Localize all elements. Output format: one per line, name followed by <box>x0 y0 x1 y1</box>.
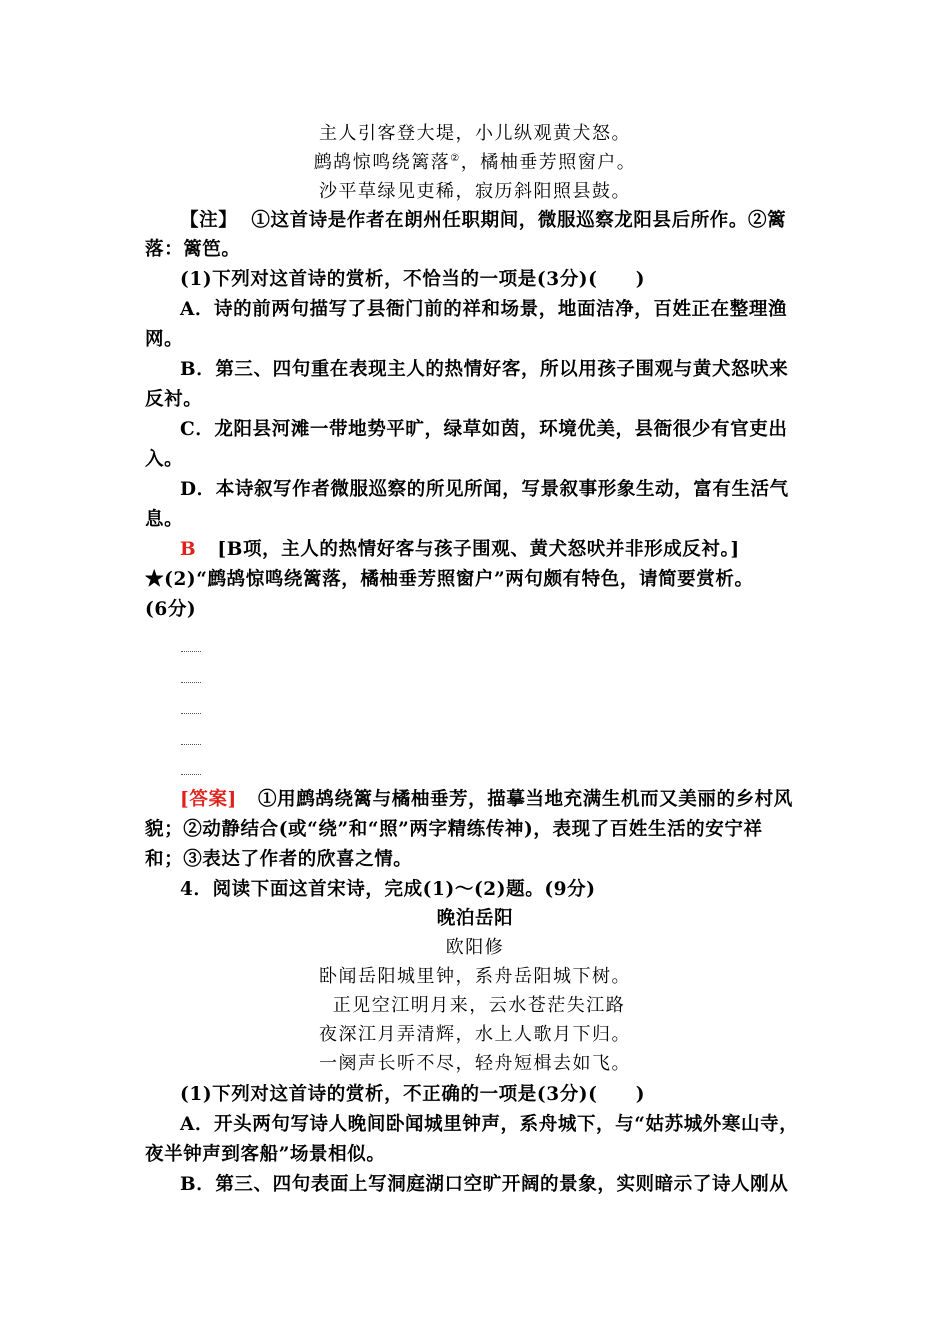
answer-label: [答案] <box>180 789 237 810</box>
q4-option-a-2: 夜半钟声到客船”场景相似。 <box>145 1144 386 1165</box>
poem2-line-1: 卧闻岳阳城里钟，系舟岳阳城下树。 <box>319 966 631 987</box>
answer-blank-line <box>181 713 201 715</box>
poem2-line-2: 正见空江明月来，云水苍茫失江路 <box>332 995 626 1016</box>
q1-option-a-1: A．诗的前两句描写了县衙门前的祥和场景，地面洁净，百姓正在整理渔 <box>180 299 788 320</box>
answer-blank-line <box>181 682 201 684</box>
footnote-mark: ② <box>450 153 461 164</box>
q4-intro: 4．阅读下面这首宋诗，完成(1)～(2)题。(9分) <box>180 879 596 900</box>
answer-blank-line <box>181 744 201 746</box>
q1-option-a-2: 网。 <box>145 329 184 350</box>
note-line-1: 【注】 ①这首诗是作者在朗州任职期间，微服巡察龙阳县后所作。②篱 <box>180 210 787 231</box>
poem-title: 晚泊岳阳 <box>436 908 514 929</box>
poem-line-2: 鹧鸪惊鸣绕篱落②，橘柚垂芳照窗户。 <box>313 152 637 173</box>
q2-stem-2: (6分) <box>145 599 197 620</box>
note-line-2: 落：篱笆。 <box>145 239 241 260</box>
poem2-line-3: 夜深江月弄清辉，水上人歌月下归。 <box>319 1024 631 1045</box>
note-label: 【注】 <box>180 210 238 231</box>
q4-option-b-1: B．第三、四句表面上写洞庭湖口空旷开阔的景象，实则暗示了诗人刚从 <box>180 1174 789 1195</box>
q2-stem-1: ★(2)“鹧鸪惊鸣绕篱落，橘柚垂芳照窗户”两句颇有特色，请简要赏析。 <box>145 569 754 590</box>
q1-option-d-1: D．本诗叙写作者微服巡察的所见所闻，写景叙事形象生动，富有生活气 <box>180 479 789 500</box>
q1-option-c-2: 入。 <box>145 449 184 470</box>
q4-sub1-stem: (1)下列对这首诗的赏析，不正确的一项是(3分)( ) <box>180 1084 646 1105</box>
q1-stem: (1)下列对这首诗的赏析，不恰当的一项是(3分)( ) <box>180 269 646 290</box>
poem2-line-4: 一阕声长听不尽，轻舟短楫去如飞。 <box>319 1053 631 1074</box>
q1-option-d-2: 息。 <box>145 509 184 530</box>
q4-option-a-1: A．开头两句写诗人晚间卧闻城里钟声，系舟城下，与“姑苏城外寒山寺， <box>180 1114 799 1135</box>
q1-option-b-2: 反衬。 <box>145 389 203 410</box>
poem-line-3: 沙平草绿见吏稀，寂历斜阳照县鼓。 <box>319 181 631 202</box>
q1-option-c-1: C．龙阳县河滩一带地势平旷，绿草如茵，环境优美，县衙很少有官吏出 <box>180 419 788 440</box>
q2-answer-3: 和；③表达了作者的欣喜之情。 <box>145 849 413 870</box>
q2-answer-2: 貌；②动静结合(或“绕”和“照”两字精练传神)，表现了百姓生活的安宁祥 <box>145 819 763 840</box>
answer-blank-line <box>181 774 201 776</box>
poem-line-1: 主人引客登大堤，小儿纵观黄犬怒。 <box>319 123 631 144</box>
answer-blank-line <box>181 651 201 653</box>
q1-answer: B [B项，主人的热情好客与孩子围观、黄犬怒吠并非形成反衬。] <box>180 539 740 560</box>
q2-answer-1: [答案] ①用鹧鸪绕篱与橘柚垂芳，描摹当地充满生机而又美丽的乡村风 <box>180 789 793 810</box>
poem-author: 欧阳修 <box>445 937 505 958</box>
q1-option-b-1: B．第三、四句重在表现主人的热情好客，所以用孩子围观与黄犬怒吠来 <box>180 359 789 380</box>
answer-letter: B <box>180 539 197 560</box>
